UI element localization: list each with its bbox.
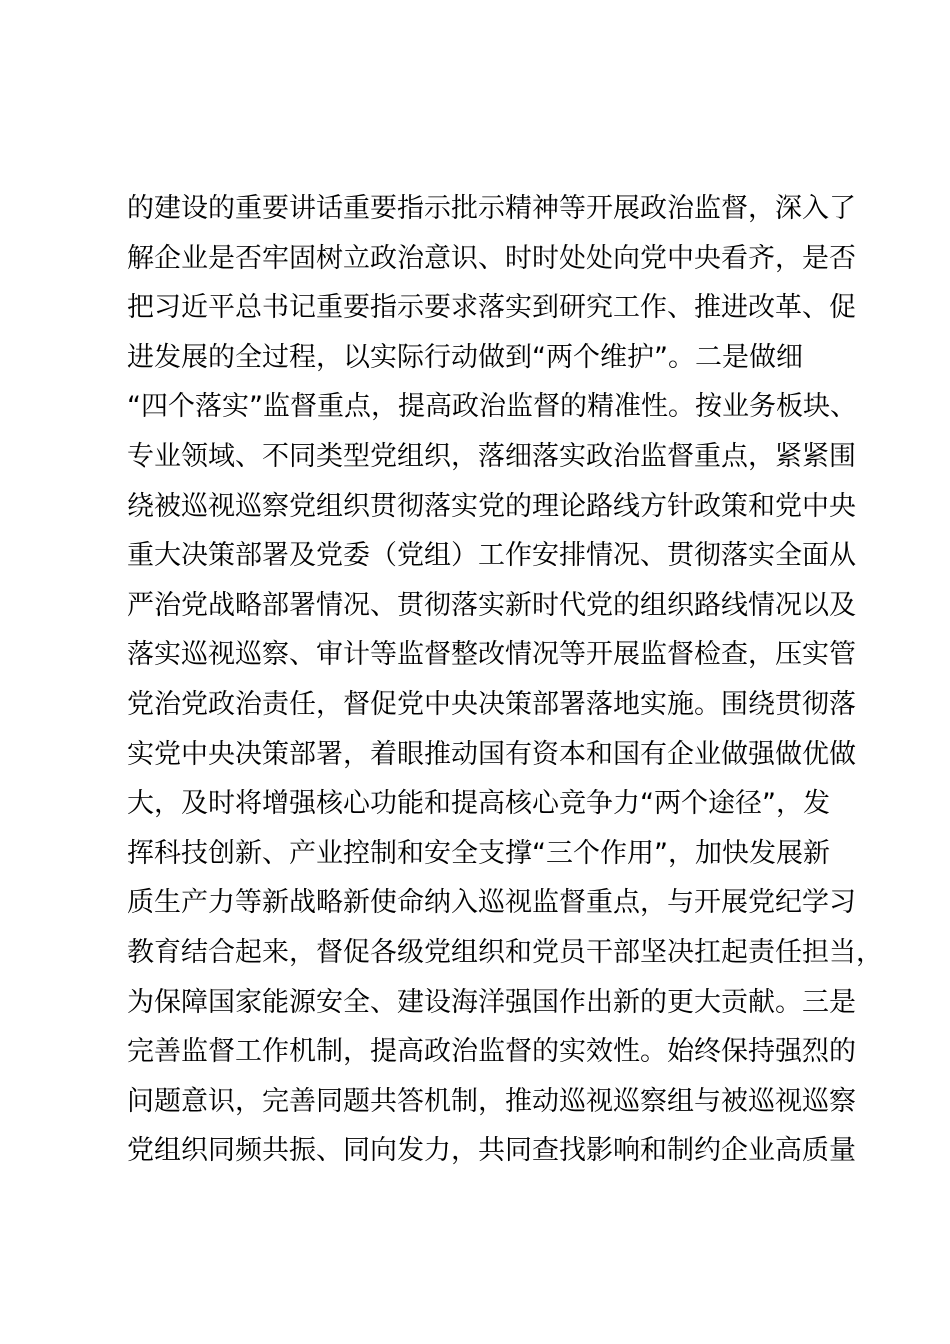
- text-line: 实党中央决策部署，着眼推动国有资本和国有企业做强做优做: [127, 738, 856, 770]
- text-line: 解企业是否牢固树立政治意识、时时处处向党中央看齐，是否: [127, 242, 856, 274]
- text-line: 重大决策部署及党委（党组）工作安排情况、贯彻落实全面从: [127, 540, 856, 572]
- text-line: 完善监督工作机制，提高政治监督的实效性。始终保持强烈的: [127, 1036, 856, 1068]
- body-text: [127, 184, 883, 1176]
- text-line: 为保障国家能源安全、建设海洋强国作出新的更大贡献。三是: [127, 986, 856, 1018]
- text-line: 绕被巡视巡察党组织贯彻落实党的理论路线方针政策和党中央: [127, 490, 856, 522]
- text-line: “四个落实”监督重点，提高政治监督的精准性。按业务板块、: [127, 391, 857, 423]
- text-line: 把习近平总书记重要指示要求落实到研究工作、推进改革、促: [127, 292, 856, 324]
- text-line: 专业领域、不同类型党组织，落细落实政治监督重点，紧紧围: [127, 440, 856, 472]
- text-line: 挥科技创新、产业控制和安全支撑“三个作用”，加快发展新: [127, 837, 830, 869]
- text-line: 的建设的重要讲话重要指示批示精神等开展政治监督，深入了: [127, 193, 856, 224]
- text-line: 落实巡视巡察、审计等监督整改情况等开展监督检查，压实管: [127, 639, 856, 671]
- text-line: 教育结合起来，督促各级党组织和党员干部坚决扛起责任担当，: [127, 936, 883, 968]
- text-line: 问题意识，完善同题共答机制，推动巡视巡察组与被巡视巡察: [127, 1085, 856, 1117]
- text-line: 质生产力等新战略新使命纳入巡视监督重点，与开展党纪学习: [127, 887, 856, 919]
- text-line: 党组织同频共振、同向发力，共同查找影响和制约企业高质量: [127, 1135, 856, 1167]
- text-line: 进发展的全过程，以实际行动做到“两个维护”。二是做细: [127, 341, 803, 373]
- text-line: 党治党政治责任，督促党中央决策部署落地实施。围绕贯彻落: [127, 688, 856, 720]
- text-line: 大，及时将增强核心功能和提高核心竞争力“两个途径”，发: [127, 788, 830, 820]
- text-line: 严治党战略部署情况、贯彻落实新时代党的组织路线情况以及: [127, 589, 856, 621]
